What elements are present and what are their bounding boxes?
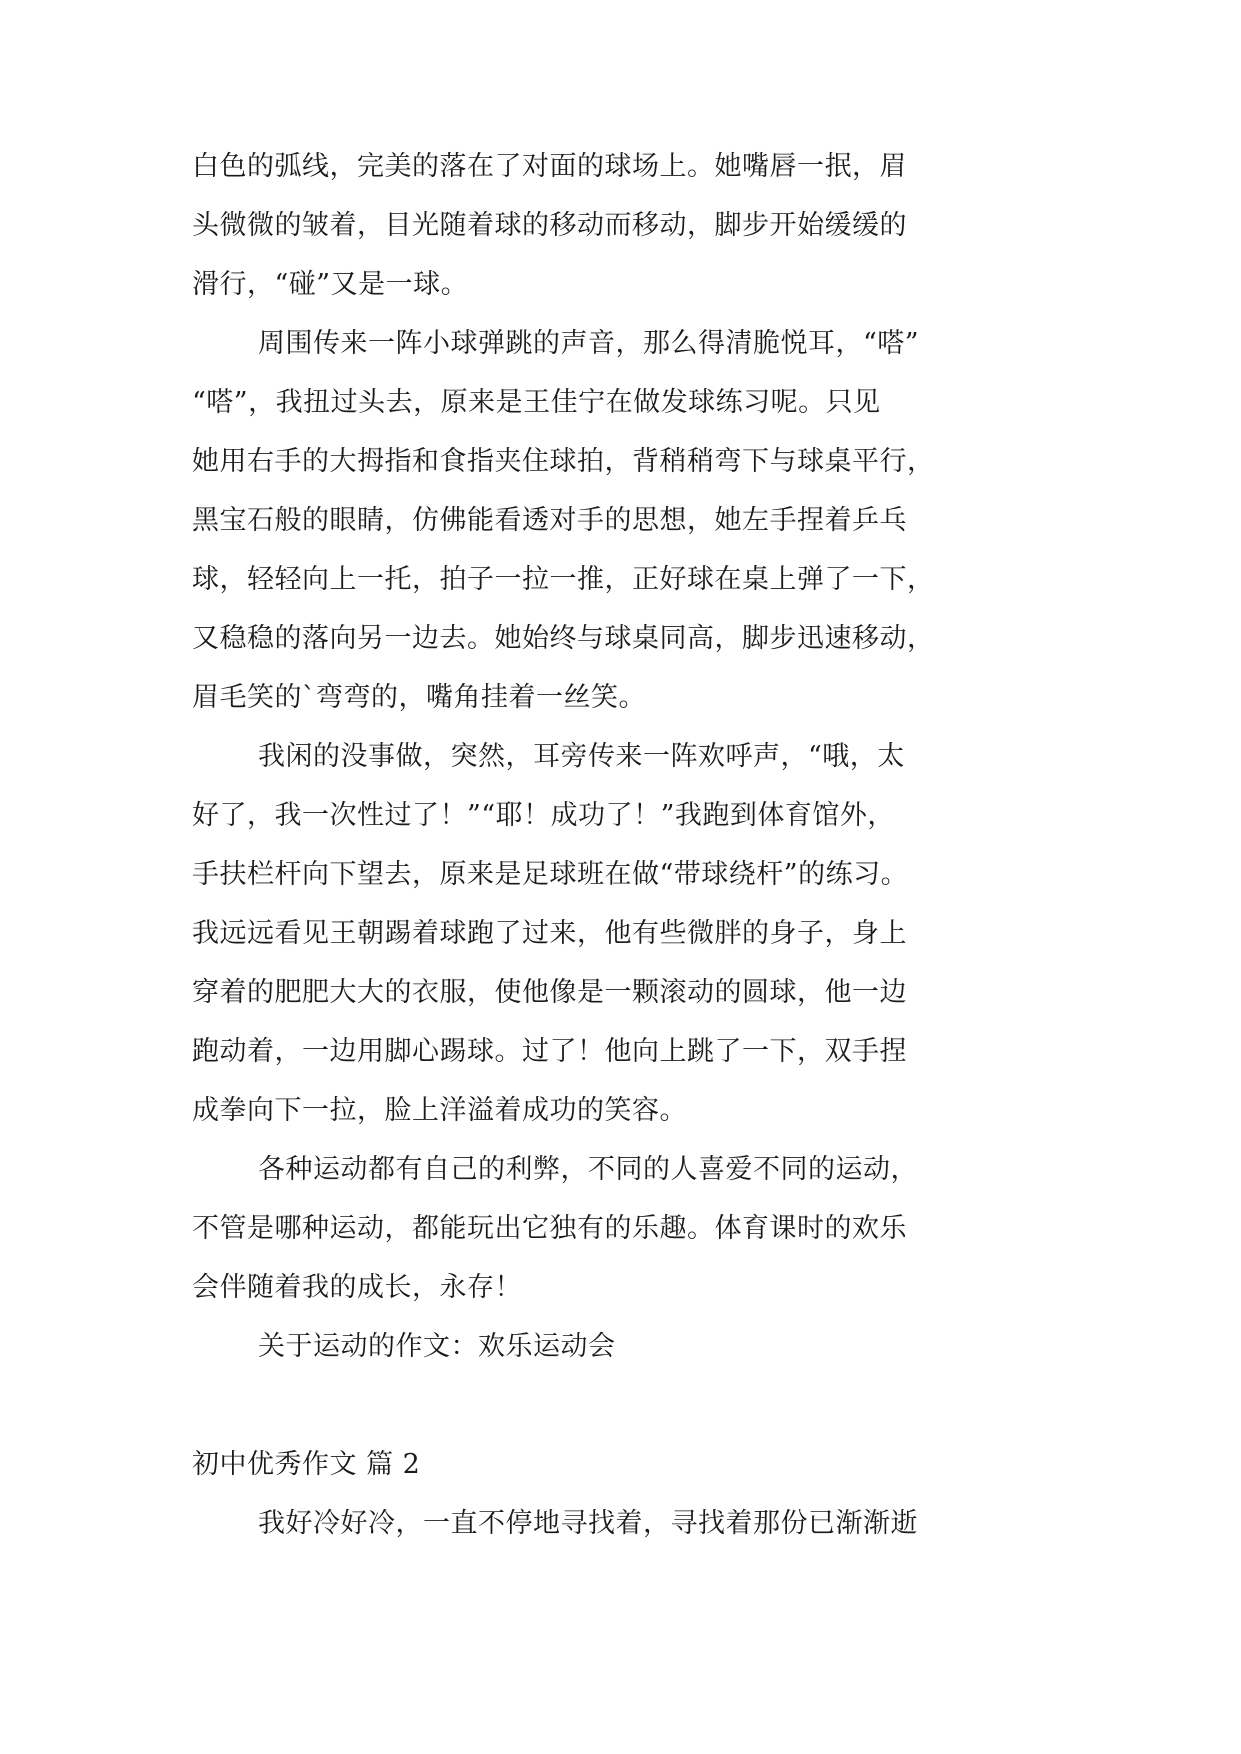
paragraph-line: 周围传来一阵小球弹跳的声音，那么得清脆悦耳，“嗒” <box>258 328 920 359</box>
paragraph-line: 眉毛笑的`弯弯的，嘴角挂着一丝笑。 <box>192 682 646 713</box>
paragraph-line: 她用右手的大拇指和食指夹住球拍，背稍稍弯下与球桌平行， <box>192 446 935 477</box>
paragraph-line: 又稳稳的落向另一边去。她始终与球桌同高，脚步迅速移动， <box>192 623 935 654</box>
paragraph-line: 头微微的皱着，目光随着球的移动而移动，脚步开始缓缓的 <box>192 210 907 241</box>
paragraph-line: 球，轻轻向上一托，拍子一拉一推，正好球在桌上弹了一下， <box>192 564 935 595</box>
paragraph-line: 好了，我一次性过了！”“耶！成功了！”我跑到体育馆外， <box>192 800 895 831</box>
paragraph-line: “嗒”，我扭过头去，原来是王佳宁在做发球练习呢。只见 <box>192 387 881 418</box>
paragraph-line: 穿着的肥肥大大的衣服，使他像是一颗滚动的圆球，他一边 <box>192 977 907 1008</box>
paragraph-line: 不管是哪种运动，都能玩出它独有的乐趣。体育课时的欢乐 <box>192 1213 907 1244</box>
essay-title-line: 关于运动的作文：欢乐运动会 <box>258 1331 616 1362</box>
paragraph-line: 成拳向下一拉，脸上洋溢着成功的笑容。 <box>192 1095 687 1126</box>
paragraph-line: 我闲的没事做，突然，耳旁传来一阵欢呼声，“哦，太 <box>258 741 905 772</box>
paragraph-line: 跑动着，一边用脚心踢球。过了！他向上跳了一下，双手捏 <box>192 1036 907 1067</box>
section-heading: 初中优秀作文 篇 2 <box>192 1449 421 1480</box>
paragraph-line: 黑宝石般的眼睛，仿佛能看透对手的思想，她左手捏着乒乓 <box>192 505 907 536</box>
paragraph-line: 滑行，“碰”又是一球。 <box>192 269 469 300</box>
paragraph-line: 白色的弧线，完美的落在了对面的球场上。她嘴唇一抿，眉 <box>192 151 907 182</box>
paragraph-line: 手扶栏杆向下望去，原来是足球班在做“带球绕杆”的练习。 <box>192 859 909 890</box>
paragraph-line: 我好冷好冷，一直不停地寻找着，寻找着那份已渐渐逝 <box>258 1508 918 1539</box>
paragraph-line: 各种运动都有自己的利弊，不同的人喜爱不同的运动， <box>258 1154 918 1185</box>
paragraph-line: 我远远看见王朝踢着球跑了过来，他有些微胖的身子，身上 <box>192 918 907 949</box>
paragraph-line: 会伴随着我的成长，永存！ <box>192 1272 522 1303</box>
